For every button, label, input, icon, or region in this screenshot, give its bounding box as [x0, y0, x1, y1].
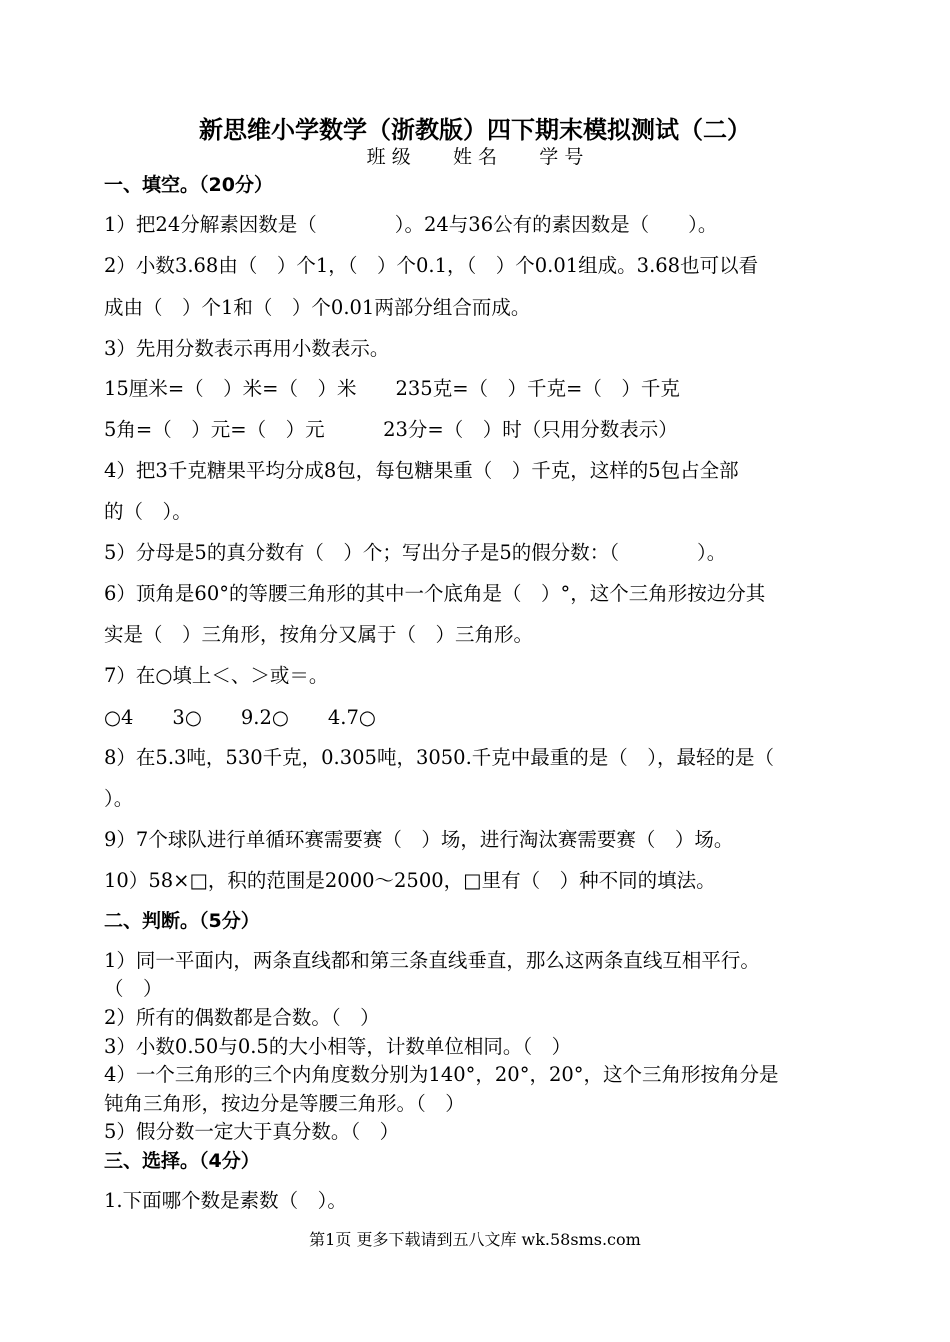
section-heading-judge: 二、判断。（5分） — [104, 910, 260, 932]
question-line: ○4 3○ 9.2○ 4.7○ — [104, 706, 376, 729]
question-line: 9）7个球队进行单循环赛需要赛（ ）场，进行淘汰赛需要赛（ ）场。 — [104, 828, 734, 851]
question-line: 5角=（ ）元=（ ）元 23分=（ ）时（只用分数表示） — [104, 418, 678, 441]
question-line: 实是（ ）三角形，按角分又属于（ ）三角形。 — [104, 623, 534, 646]
section-heading-fill: 一、填空。（20分） — [104, 174, 273, 196]
question-line: 8）在5.3吨，530千克，0.305吨，3050.千克中最重的是（ ），最轻的是（ — [104, 746, 775, 769]
question-line: 15厘米=（ ）米=（ ）米 235克=（ ）千克=（ ）千克 — [104, 377, 680, 400]
question-line: 的（ ）。 — [104, 500, 192, 523]
question-line: 5）假分数一定大于真分数。（ ） — [104, 1120, 400, 1143]
question-line: 3）先用分数表示再用小数表示。 — [104, 337, 390, 360]
page-footer: 第1页 更多下载请到五八文库 wk.58sms.com — [309, 1230, 641, 1249]
section-heading-choice: 三、选择。（4分） — [104, 1150, 260, 1172]
question-line: 成由（ ）个1和（ ）个0.01两部分组合而成。 — [104, 296, 531, 319]
question-line: 1）把24分解素因数是（ ）。24与36公有的素因数是（ ）。 — [104, 213, 718, 236]
question-line: 4）一个三角形的三个内角度数分别为140°，20°，20°，这个三角形按角分是 — [104, 1063, 779, 1086]
question-line: （ ） — [104, 977, 163, 1000]
question-line: 10）58×□，积的范围是2000～2500，□里有（ ）种不同的填法。 — [104, 869, 716, 892]
question-line: 1）同一平面内，两条直线都和第三条直线垂直，那么这两条直线互相平行。 — [104, 949, 760, 972]
question-line: 钝角三角形，按边分是等腰三角形。（ ） — [104, 1092, 465, 1115]
question-line: 7）在○填上＜、＞或＝。 — [104, 664, 329, 687]
question-line: 1.下面哪个数是素数（ ）。 — [104, 1189, 347, 1212]
question-line: 2）所有的偶数都是合数。（ ） — [104, 1006, 380, 1029]
page-title: 新思维小学数学（浙教版）四下期末模拟测试（二） — [199, 116, 751, 144]
question-line: 4）把3千克糖果平均分成8包，每包糖果重（ ）千克，这样的5包占全部 — [104, 459, 739, 482]
question-line: 2）小数3.68由（ ）个1，（ ）个0.1，（ ）个0.01组成。3.68也可以看 — [104, 254, 759, 277]
question-line: 6）顶角是60°的等腰三角形的其中一个底角是（ ）°，这个三角形按边分其 — [104, 582, 766, 605]
question-line: 5）分母是5的真分数有（ ）个；写出分子是5的假分数：（ ）。 — [104, 541, 727, 564]
question-line: ）。 — [104, 787, 134, 810]
student-info-line: 班 级 姓 名 学 号 — [366, 146, 584, 168]
question-line: 3）小数0.50与0.5的大小相等，计数单位相同。（ ） — [104, 1035, 572, 1058]
